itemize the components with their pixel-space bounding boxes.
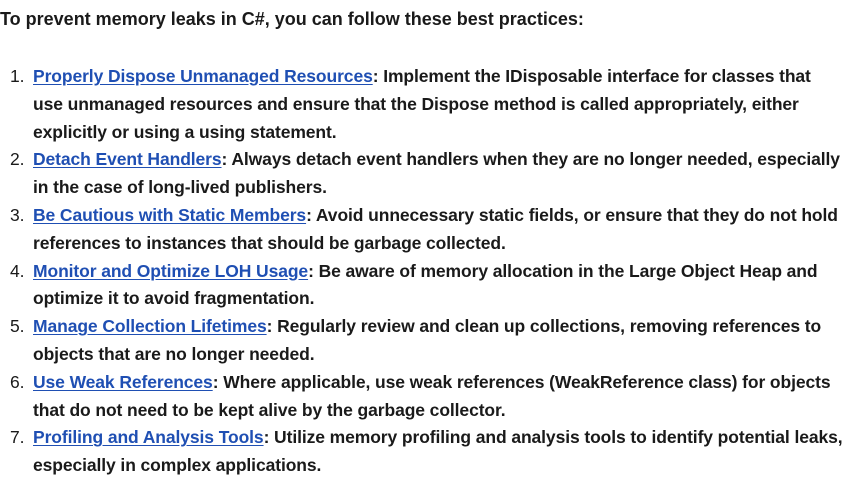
item-text: : Where applicable, use weak references (WeakReference class) for objects that do not need to be kept alive by the garbage collector. — [33, 371, 831, 420]
item-text: : Implement the IDisposable interface for classes that use unmanaged resources and ensure that the Dispose method is called appropriately, either explicitly or using a using statement. — [33, 66, 811, 142]
item-text: : Regularly review and clean up collections, removing references to objects that are no longer needed. — [33, 316, 822, 364]
item-number: 6. — [10, 371, 25, 392]
item-text: : Be aware of memory allocation in the Large Object Heap and optimize it to avoid fragmentation. — [33, 260, 818, 309]
list-item — [10, 146, 845, 202]
list-item — [10, 202, 845, 258]
item-link[interactable]: Manage Collection Lifetimes — [33, 316, 267, 337]
item-text: : Avoid unnecessary static fields, or ensure that they do not hold references to instances that should be garbage collected. — [33, 204, 838, 253]
list-item — [10, 369, 845, 425]
list-item — [10, 63, 845, 146]
best-practices-list — [10, 63, 845, 480]
item-number: 2. — [10, 149, 25, 170]
item-text: : Always detach event handlers when they are no longer needed, especially in the case of long-lived publishers. — [33, 149, 840, 198]
list-item — [10, 424, 845, 480]
item-link[interactable]: Be Cautious with Static Members — [33, 204, 307, 225]
item-link[interactable]: Monitor and Optimize LOH Usage — [33, 260, 309, 281]
intro-heading: To prevent memory leaks in C#, you can follow these best practices: — [0, 9, 584, 29]
item-number: 1. — [10, 66, 25, 86]
item-link[interactable]: Use Weak References — [33, 371, 213, 392]
list-item — [10, 313, 845, 369]
item-link[interactable]: Profiling and Analysis Tools — [33, 427, 264, 448]
item-number: 4. — [10, 260, 25, 281]
list-item — [10, 258, 845, 314]
item-text: : Utilize memory profiling and analysis tools to identify potential leaks, especially in complex applications. — [33, 427, 843, 476]
item-number: 7. — [10, 427, 25, 448]
item-number: 3. — [10, 204, 25, 225]
item-number: 5. — [10, 316, 25, 337]
item-link[interactable]: Detach Event Handlers — [33, 149, 222, 170]
item-link[interactable]: Properly Dispose Unmanaged Resources — [33, 66, 373, 86]
